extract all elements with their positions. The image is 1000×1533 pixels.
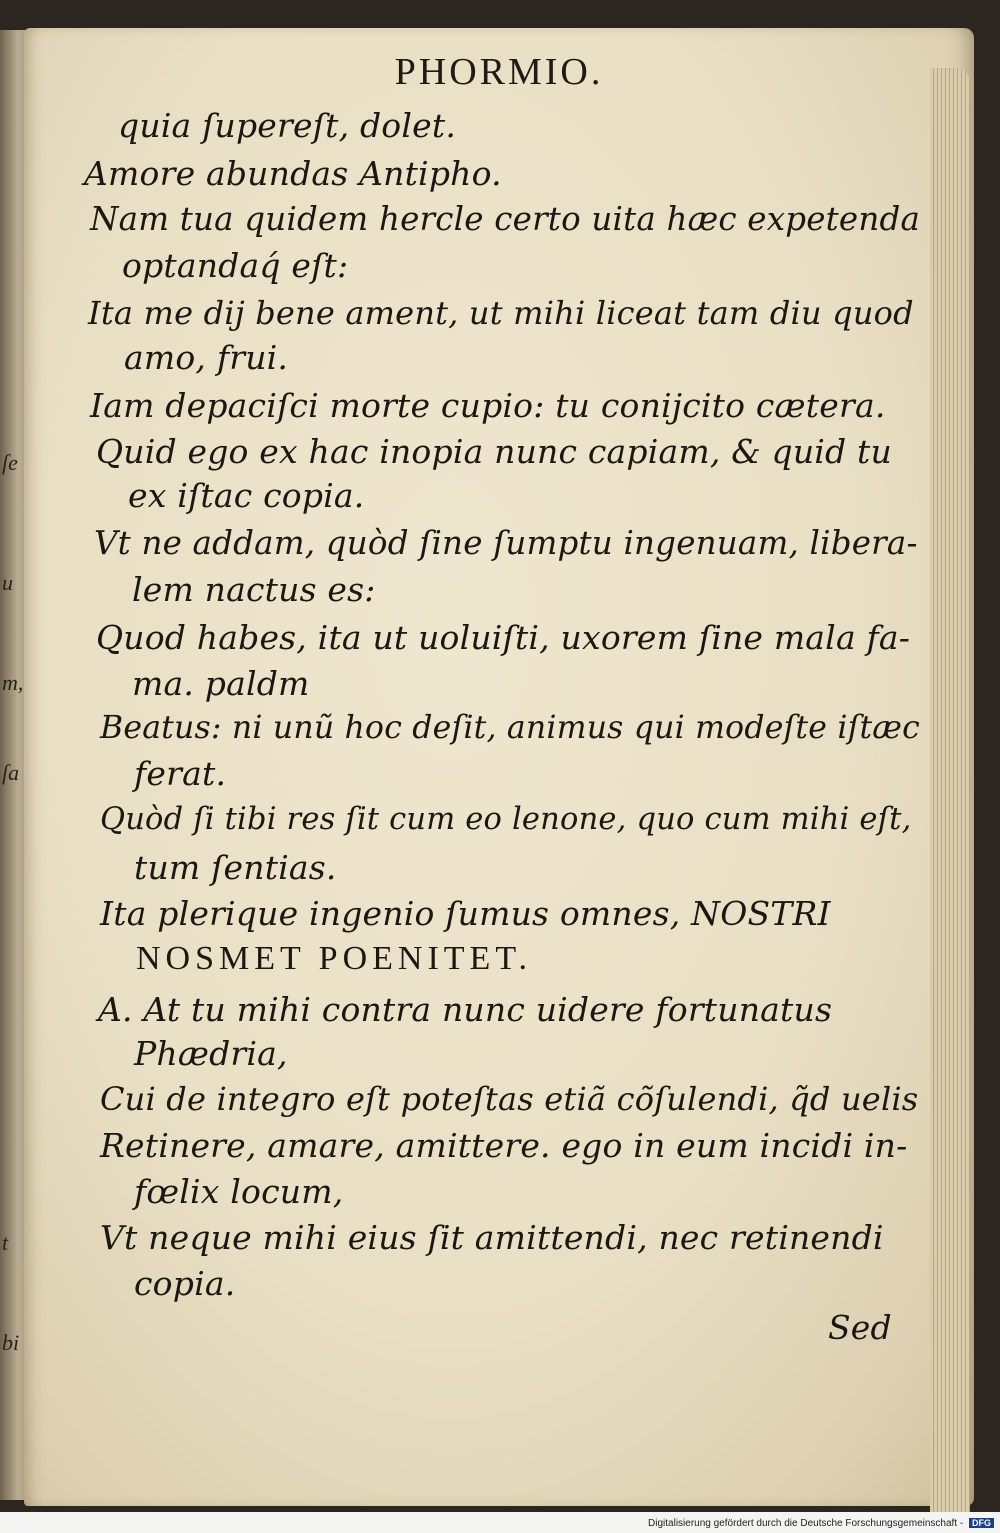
text-line: Ita me dij bene ament, ut mihi liceat tam diu quod	[88, 294, 914, 332]
text-line: Retinere, amare, amittere. ego in eum incidi in-	[100, 1126, 908, 1165]
margin-fragment: u	[2, 570, 13, 595]
text-line: Cui de integro eſt poteſtas etiã cõſulendi, q̃d uelis	[100, 1080, 919, 1118]
text-line: Vt neque mihi eius ſit amittendi, nec retinendi	[100, 1218, 884, 1257]
text-line: Amore abundas Antipho.	[84, 154, 502, 193]
page-edges	[930, 68, 970, 1512]
text-line: Quòd ſi tibi res ſit cum eo lenone, quo cum mihi eſt,	[100, 802, 912, 837]
margin-fragment: m,	[2, 670, 24, 695]
text-line: ex iſtac copia.	[128, 476, 365, 515]
text-line: Quid ego ex hac inopia nunc capiam, & quid tu	[96, 432, 892, 471]
text-line: optandaq́ eſt:	[122, 246, 349, 285]
running-head: PHORMIO.	[394, 51, 604, 93]
text-line: amo, frui.	[124, 338, 289, 377]
text-line: Ita plerique ingenio ſumus omnes, NOSTRI	[100, 894, 831, 933]
dfg-logo-icon: DFG	[969, 1518, 994, 1528]
text-line: fœlix locum,	[134, 1172, 344, 1211]
text-line: A. At tu mihi contra nunc uidere fortunatus	[98, 990, 833, 1029]
margin-fragment: ſe	[2, 450, 18, 475]
text-line: ferat.	[134, 754, 227, 793]
margin-fragment: t	[2, 1230, 9, 1255]
digitization-footer	[648, 1518, 994, 1529]
text-line-capitals: NOSMET POENITET.	[136, 940, 533, 977]
text-line: quia ſupereſt, dolet.	[118, 106, 457, 145]
text-line: Quod habes, ita ut uoluiſti, uxorem ſine mala fa-	[96, 618, 911, 657]
book-page	[24, 28, 974, 1506]
text-line: tum ſentias.	[134, 848, 337, 887]
text-line: Phædria,	[134, 1034, 288, 1073]
catchword: Sed	[828, 1308, 892, 1347]
text-line: ma. paldm	[132, 664, 310, 703]
footer-text: Digitalisierung gefördert durch die Deutsche Forschungsgemeinschaft -	[648, 1518, 964, 1529]
text-line: Iam depaciſci morte cupio: tu conijcito cætera.	[90, 386, 886, 425]
margin-fragment: bi	[2, 1330, 20, 1355]
margin-fragment: ſa	[2, 760, 20, 785]
text-line: Vt ne addam, quòd ſine ſumptu ingenuam, libera-	[94, 524, 918, 562]
text-line: lem nactus es:	[132, 570, 376, 609]
text-line: Nam tua quidem hercle certo uita hæc expetenda	[90, 200, 921, 238]
text-line: copia.	[134, 1264, 236, 1303]
text-line: Beatus: ni unũ hoc deſit, animus qui modeſte iſtæc	[100, 710, 920, 746]
